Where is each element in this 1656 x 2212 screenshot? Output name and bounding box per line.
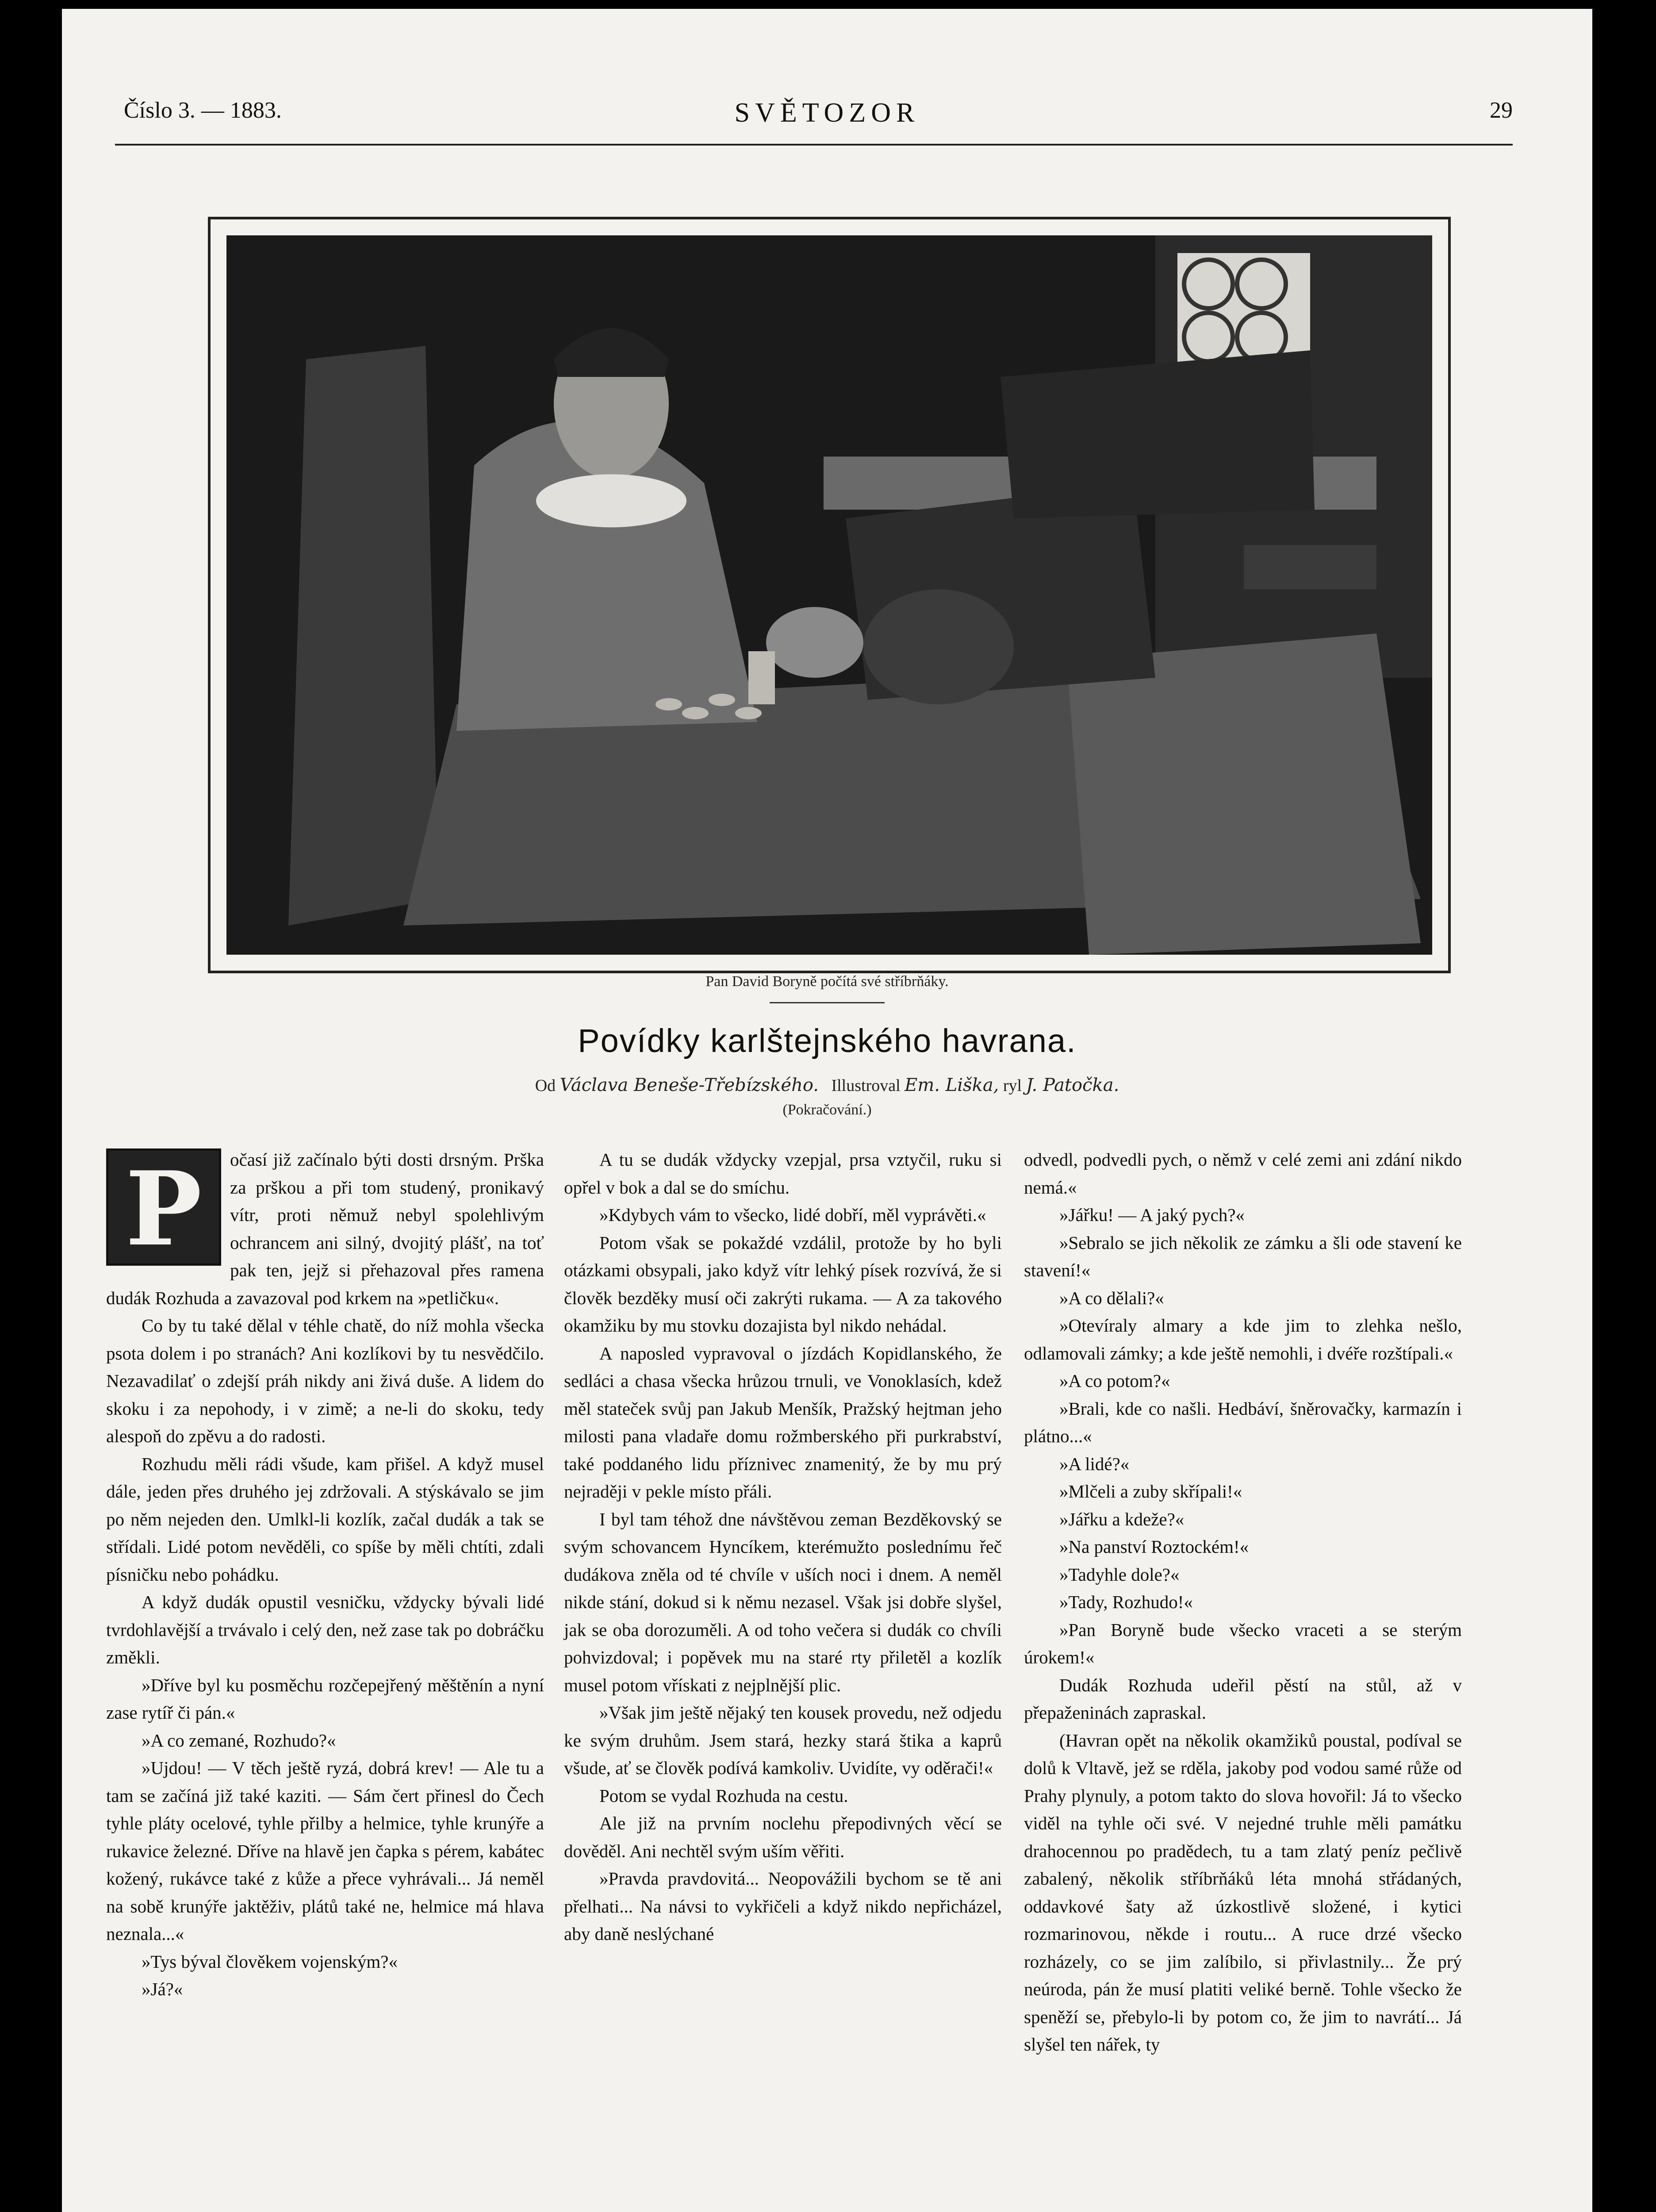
money-bag <box>863 589 1014 704</box>
illustration-caption: Pan David Boryně počítá své stříbrňáky. <box>705 973 949 990</box>
paragraph: A tu se dudák vždycky vzepjal, prsa vztyčil, ruku si opřel v bok a dal se do smíchu. <box>564 1149 1002 1198</box>
coin-bag <box>766 607 863 678</box>
paragraph: Dudák Rozhuda udeřil pěstí na stůl, až v přepaženinách zapraskal. <box>1024 1674 1462 1723</box>
paragraph: »Pan Boryně bude všecko vraceti a se sterým úrokem!« <box>1024 1619 1462 1667</box>
paragraph: »Kdybych vám to všecko, lidé dobří, měl vyprávěti.« <box>599 1205 986 1225</box>
chair <box>288 346 439 926</box>
engraved-label: ryl <box>1003 1076 1022 1095</box>
paragraph: »Brali, kde co našli. Hedbáví, šněrovačky, karmazín i plátno...« <box>1024 1398 1462 1446</box>
paragraph: Ale již na prvním noclehu přepodivných věcí se dověděl. Ani nechtěl svým uším věřiti. <box>564 1813 1002 1861</box>
paragraph: I byl tam téhož dne návštěvou zeman Bezděkovský se svým schovancem Hyncíkem, kterémužto poslednímu řeč dudákova zněla od té chvíle v uších noci i dnem. A neměl nikde stání, dokud si k němu nezasel. Však jsi dobře slyšel, jak se oba dorozuměli. A od toho večera si dudák co chvíli pohvizdoval; i popěvek mu na staré rty přiletěl a kozlík musel potom vřískati z nejplnější plic. <box>564 1509 1002 1695</box>
paragraph: odvedl, podvedli pych, o němž v celé zemi ani zdání nikdo nemá.« <box>1024 1149 1462 1198</box>
open-chest <box>1000 350 1315 518</box>
text-column-3 <box>1024 1146 1462 2058</box>
paragraph: »Sebralo se jich několik ze zámku a šli ode stavení ke stavení!« <box>1024 1232 1462 1280</box>
paragraph: »Já?« <box>142 1979 183 1999</box>
illustrated-label: Illustroval <box>831 1076 901 1095</box>
page-number: 29 <box>1490 98 1513 123</box>
engraving-illustration <box>226 235 1432 955</box>
books <box>1244 545 1376 589</box>
paragraph: »Tady, Rozhudo!« <box>1059 1592 1193 1612</box>
paragraph: »Dříve byl ku posměchu rozčepejřený měštěnín a nyní zase rytíř či pán.« <box>106 1674 544 1723</box>
paragraph: »A lidé?« <box>1059 1453 1130 1474</box>
article-byline <box>62 1075 1592 1095</box>
article-title: Povídky karlštejnského havrana. <box>578 1022 1077 1059</box>
paragraph: »Pravda pravdovitá... Neopovážili bychom se tě ani přelhati... Na návsi to vykřičeli a když nikdo nepřicházel, aby daně neslýchané <box>564 1868 1002 1944</box>
paragraph: Co by tu také dělal v téhle chatě, do níž mohla všecka psota dolem i po stranách? Ani kozlíkovi by tu nesvědčilo. Nezavadilať o zdejší práh nikdy ani živá duše. A lidem do skoku i za nepohody, i v zimě; a ne-li do skoku, tedy alespoň do zpěvu a do radosti. <box>106 1315 544 1446</box>
paragraph: »A co dělali?« <box>1059 1287 1164 1308</box>
paragraph: »A co potom?« <box>1059 1371 1170 1391</box>
engraving-drawing <box>226 235 1432 955</box>
ruff-collar <box>536 474 686 527</box>
paragraph: Potom se vydal Rozhuda na cestu. <box>599 1785 848 1806</box>
caption-rule <box>770 1002 885 1003</box>
engraver-name: J. Patočka. <box>1026 1075 1119 1095</box>
paragraph: A naposled vypravoval o jízdách Kopidlanského, že sedláci a chasa všecka hrůzou trnuli, ve Vonoklasích, kdež měl stateček svůj pan Jakub Menšík, Pražský hejtman jeho milosti pana vladaře domu rožmberského při purkrabství, také poddaného lidu příznivec znamenitý, že by mu prý nejraději v pekle místo přáli. <box>564 1343 1002 1502</box>
paragraph: »Jářku! — A jaký pych?« <box>1059 1205 1245 1225</box>
paragraph: (Havran opět na několik okamžiků poustal, podíval se dolů k Vltavě, jež se rděla, jakoby pod vodou samé růže od Prahy plynuly, a potom takto do slova hovořil: Já to všecko viděl na tyhle oči své. V nejedné truhle měli památku drahocennou po pradědech, tu a tam zlatý peníz pečlivě zabalený, několik stříbrňáků léta mnohá střádaných, oddavkové šaty až úzkostlivě složené, i kytici rozmarinovou, někde i routu... A ruce drzé všecko rozházely, co se jim zalíbilo, si přivlastnily... Že prý neúroda, pán že musí platiti veliké berně. Tohle všecko že speněží se, přebylo-li by potom co, že jim to navrátí... Já slyšel ten nářek, ty <box>1024 1730 1462 2055</box>
author-name: Václava Beneše-Třebízského. <box>560 1075 819 1095</box>
paragraph: »Tys býval člověkem vojenským?« <box>142 1951 398 1972</box>
paragraph: očasí již začínalo býti dosti drsným. Prška za prškou a při tom studený, pronikavý vítr, proti němuž nebyl spolehlivým ochrancem ani silný, dvojitý plášť, na toť pak ten, jejž si přehazoval přes ramena dudák Rozhuda a zavazoval pod krkem na »petličku«. <box>106 1149 544 1308</box>
paragraph: Potom však se pokaždé vzdálil, protože by ho byli otázkami obsypali, jako když vítr lehký písek rozvívá, že si člověk bezděky musí oči zakrýti rukama. — A za takového okamžiku by mu stovku dozajista byl nikdo nehádal. <box>564 1232 1002 1336</box>
text-column-1 <box>106 1146 544 2003</box>
illustration-frame <box>208 217 1451 973</box>
magazine-page <box>62 9 1592 2212</box>
coin-stack <box>748 651 775 704</box>
magazine-title: SVĚTOZOR <box>734 98 920 128</box>
issue-number: Číslo 3. — 1883. <box>124 98 282 123</box>
continuation-note: (Pokračování.) <box>782 1102 872 1118</box>
tablecloth <box>1067 634 1421 955</box>
byline-prefix: Od <box>535 1076 556 1095</box>
header-rule <box>115 144 1513 146</box>
paragraph: »Tadyhle dole?« <box>1059 1564 1180 1585</box>
paragraph: »Jářku a kdeže?« <box>1059 1509 1184 1529</box>
paragraph: »Otevíraly almary a kde jim to zlehka nešlo, odlamovali zámky; a kde ještě nemohli, i dvéře rozštípali.« <box>1024 1315 1462 1363</box>
paragraph: »Na panství Roztockém!« <box>1059 1536 1249 1557</box>
paragraph: »Však jim ještě nějaký ten kousek provedu, než odjedu ke svým druhům. Jsem stará, hezky stará štika a kaprů všude, ať se člověk podívá kamkoliv. Uvidíte, vy oděrači!« <box>564 1702 1002 1778</box>
paragraph: »A co zemané, Rozhudo?« <box>142 1730 336 1751</box>
illustrator-name: Em. Liška, <box>905 1075 999 1095</box>
paragraph: »Mlčeli a zuby skřípali!« <box>1059 1481 1242 1502</box>
text-column-2 <box>564 1146 1002 1948</box>
paragraph: »Ujdou! — V těch ještě ryzá, dobrá krev! — Ale tu a tam se začíná již také kaziti. — Sám čert přinesl do Čech tyhle pláty ocelové, tyhle přilby a helmice, tyhle krunýře a rukavice železné. Dříve na hlavě jen čapka s pérem, kabátec kožený, rukávce také z kůže a přece vyhrávali... Já neměl na sobě krunýře jaktěživ, plátů také ne, helmice má hlava neznala...« <box>106 1758 544 1944</box>
paragraph: A když dudák opustil vesničku, vždycky bývali lidé tvrdohlavější a trvávalo i celý den, než zase tak po dobráčku změkli. <box>106 1592 544 1667</box>
drop-cap: P <box>106 1148 221 1266</box>
paragraph: Rozhudu měli rádi všude, kam přišel. A když musel dále, jeden přes druhého jej zdržovali. A stýskávalo se jim po něm nejeden den. Umlkl-li kozlík, začal dudák a tak se střídali. Lidé potom nevěděli, co spíše by měli chtíti, zdali písničku nebo pohádku. <box>106 1453 544 1585</box>
